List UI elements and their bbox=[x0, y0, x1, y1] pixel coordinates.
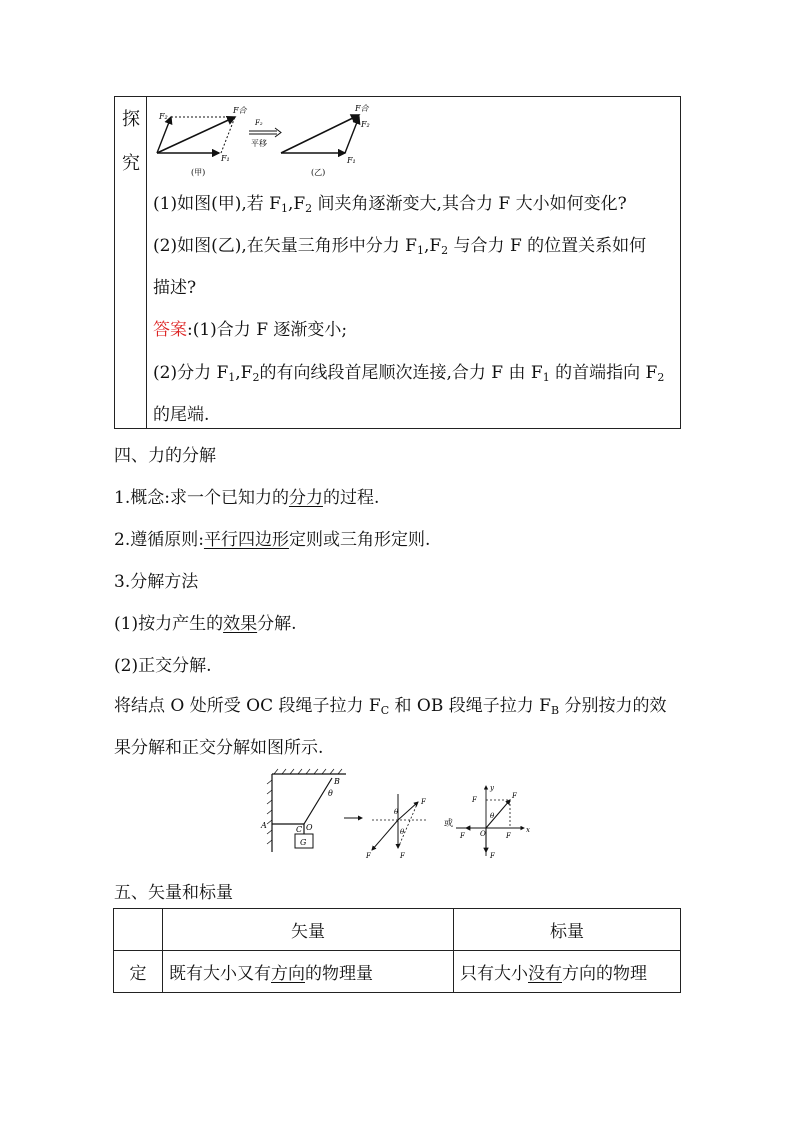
section4-p4: (1)按力产生的效果分解. bbox=[114, 614, 297, 634]
svg-text:O: O bbox=[306, 823, 313, 832]
section4-heading: 四、力的分解 bbox=[114, 446, 216, 466]
svg-text:F₂: F₂ bbox=[255, 119, 263, 127]
table-cell-vector: 既有大小又有方向的物理量 bbox=[163, 951, 454, 993]
svg-text:F₁: F₁ bbox=[221, 154, 230, 163]
vector-figure bbox=[151, 101, 391, 181]
answer-1: 答案:(1)合力 F 逐渐变小; bbox=[153, 320, 348, 340]
fig-jia-label: (甲) bbox=[191, 168, 206, 177]
section4-p3: 3.分解方法 bbox=[114, 572, 199, 592]
svg-text:y: y bbox=[490, 784, 494, 792]
svg-text:x: x bbox=[526, 826, 530, 834]
answer-2: (2)分力 $F_1,F_2$的有向线段首尾顺次连接,合力 F 由 $F_1$ 的首端指向 $F_2$ bbox=[153, 363, 665, 384]
section4-p2: 2.遵循原则:平行四边形定则或三角形定则. bbox=[114, 530, 431, 550]
svg-text:或: 或 bbox=[444, 819, 454, 829]
section4-p1: 1.概念:求一个已知力的分力的过程. bbox=[114, 488, 380, 508]
explore-label-2: 究 bbox=[122, 153, 140, 174]
svg-text:F合: F合 bbox=[355, 104, 369, 113]
question-2: (2)如图(乙),在矢量三角形中分力 $F_1,F_2$ 与合力 F 的位置关系如何 bbox=[153, 236, 647, 257]
table-header-row bbox=[114, 909, 681, 951]
fig-yi-label: (乙) bbox=[311, 168, 326, 177]
svg-text:F₂: F₂ bbox=[361, 120, 370, 129]
svg-text:F: F bbox=[490, 852, 495, 860]
explore-label-1: 探 bbox=[122, 109, 140, 130]
svg-text:F₂: F₂ bbox=[159, 112, 168, 121]
table-header-empty bbox=[114, 909, 163, 951]
answer-label: 答案 bbox=[153, 320, 187, 340]
section4-p7: 果分解和正交分解如图所示. bbox=[114, 738, 324, 758]
svg-text:G: G bbox=[300, 838, 307, 847]
vector-scalar-table bbox=[113, 908, 681, 993]
svg-text:F合: F合 bbox=[233, 106, 247, 115]
svg-text:θ: θ bbox=[400, 828, 405, 836]
svg-text:F: F bbox=[366, 852, 371, 860]
svg-text:F: F bbox=[400, 852, 405, 860]
svg-text:θ: θ bbox=[490, 812, 495, 820]
move-label: 平移 bbox=[251, 139, 267, 148]
svg-text:B: B bbox=[334, 777, 340, 786]
svg-text:F: F bbox=[506, 832, 511, 840]
svg-text:F: F bbox=[472, 796, 477, 804]
svg-text:C: C bbox=[296, 825, 303, 834]
svg-text:F: F bbox=[460, 832, 465, 840]
table-cell-scalar: 只有大小没有方向的物理 bbox=[454, 951, 681, 993]
section4-p5: (2)正交分解. bbox=[114, 656, 212, 676]
question-1: (1)如图(甲),若 $F_1,F_2$ 间夹角逐渐变大,其合力 F 大小如何变化? bbox=[153, 194, 627, 215]
table-row bbox=[114, 951, 681, 993]
svg-text:θ: θ bbox=[394, 808, 399, 816]
svg-text:F: F bbox=[421, 798, 426, 806]
svg-text:θ: θ bbox=[328, 789, 333, 798]
table-cell-def: 定 bbox=[114, 951, 163, 993]
explore-box bbox=[114, 96, 681, 429]
table-header-vector: 矢量 bbox=[163, 909, 454, 951]
answer-2-cont: 的尾端. bbox=[153, 405, 210, 425]
svg-text:F₁: F₁ bbox=[347, 156, 356, 165]
decomposition-figure bbox=[258, 768, 538, 864]
section5-heading: 五、矢量和标量 bbox=[114, 883, 233, 903]
table-header-scalar: 标量 bbox=[454, 909, 681, 951]
question-2-cont: 描述? bbox=[153, 278, 197, 298]
explore-divider bbox=[146, 97, 147, 428]
svg-text:O: O bbox=[480, 830, 486, 838]
svg-text:F: F bbox=[512, 792, 517, 800]
svg-text:A: A bbox=[261, 821, 267, 830]
section4-p6: 将结点 O 处所受 OC 段绳子拉力 $F_C$ 和 OB 段绳子拉力 $F_B$ 分别按力的效 bbox=[114, 696, 667, 717]
